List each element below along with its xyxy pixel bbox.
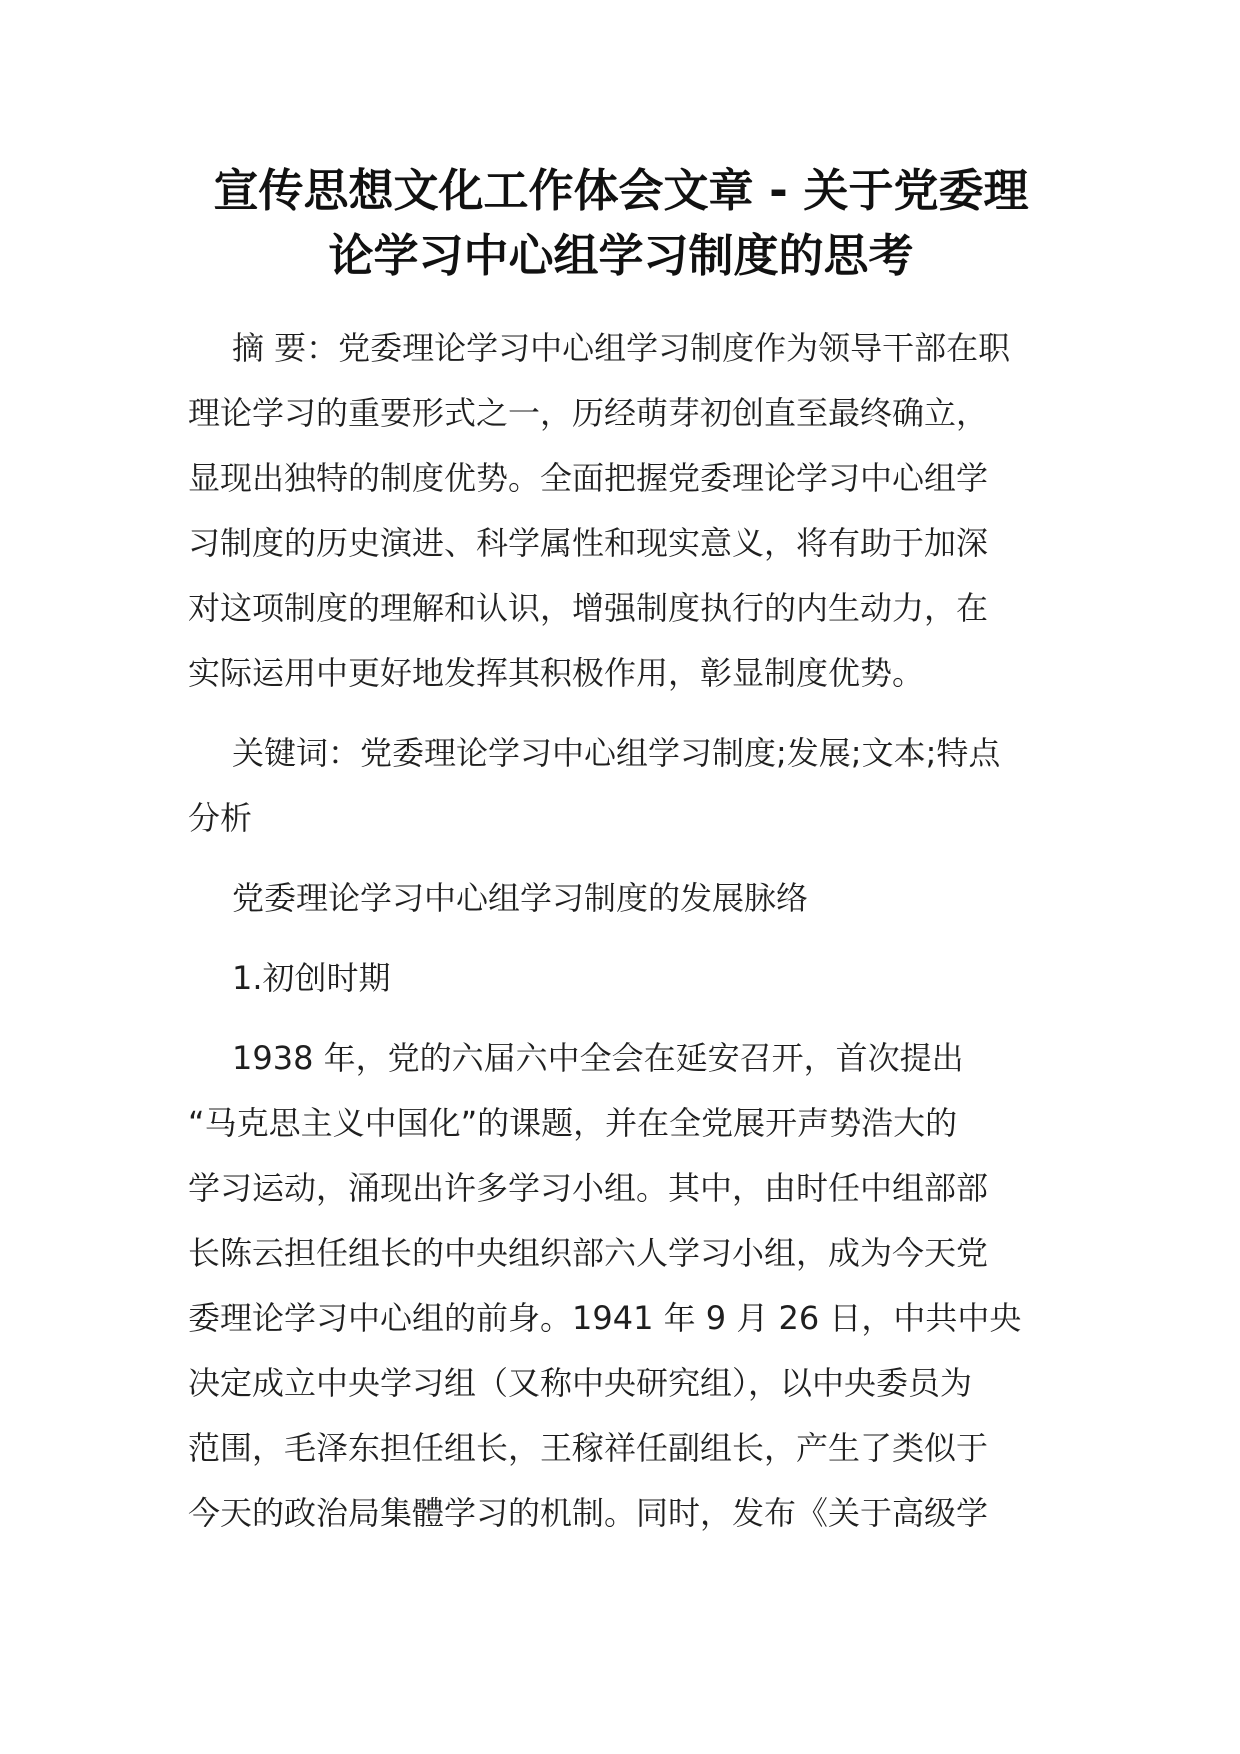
text-line: 理论学习的重要形式之一，历经萌芽初创直至最终确立， — [188, 394, 989, 432]
section-heading — [188, 866, 1054, 931]
text-line: 分析 — [188, 799, 253, 837]
text-line: 习制度的历史演进、科学属性和现实意义，将有助于加深 — [188, 524, 989, 562]
text-line: 1938 年，党的六届六中全会在延安召开，首次提出 — [232, 1039, 964, 1077]
text-line: 关键词：党委理论学习中心组学习制度;发展;文本;特点 — [232, 734, 1001, 772]
title-line: 宣传思想文化工作体会文章 - 关于党委理 — [213, 164, 1029, 217]
title-line: 论学习中心组学习制度的思考 — [328, 229, 914, 282]
document-title — [188, 158, 1054, 288]
text-line: 实际运用中更好地发挥其积极作用，彰显制度优势。 — [188, 654, 925, 692]
text-line: 决定成立中央学习组（又称中央研究组），以中央委员为 — [188, 1364, 973, 1402]
text-line: 对这项制度的理解和认识，增强制度执行的内生动力，在 — [188, 589, 989, 627]
text-line: “马克思主义中国化”的课题，并在全党展开声势浩大的 — [188, 1104, 958, 1142]
text-line: 范围，毛泽东担任组长，王稼祥任副组长，产生了类似于 — [188, 1429, 989, 1467]
document-body — [188, 316, 1054, 1546]
text-line: 长陈云担任组长的中央组织部六人学习小组，成为今天党 — [188, 1234, 989, 1272]
text-line: 1.初创时期 — [232, 959, 391, 997]
text-line: 学习运动，涌现出许多学习小组。其中，由时任中组部部 — [188, 1169, 989, 1207]
document-page — [188, 158, 1054, 1561]
keywords-paragraph — [188, 721, 1054, 851]
text-line: 今天的政治局集體学习的机制。同时，发布《关于高级学 — [188, 1494, 989, 1532]
text-line: 党委理论学习中心组学习制度的发展脉络 — [232, 879, 809, 917]
subsection-heading — [188, 946, 1054, 1011]
body-paragraph — [188, 1026, 1054, 1546]
abstract-paragraph — [188, 316, 1054, 706]
text-line: 摘 要：党委理论学习中心组学习制度作为领导干部在职 — [232, 329, 1011, 367]
text-line: 委理论学习中心组的前身。1941 年 9 月 26 日，中共中央 — [188, 1299, 1022, 1337]
text-line: 显现出独特的制度优势。全面把握党委理论学习中心组学 — [188, 459, 989, 497]
